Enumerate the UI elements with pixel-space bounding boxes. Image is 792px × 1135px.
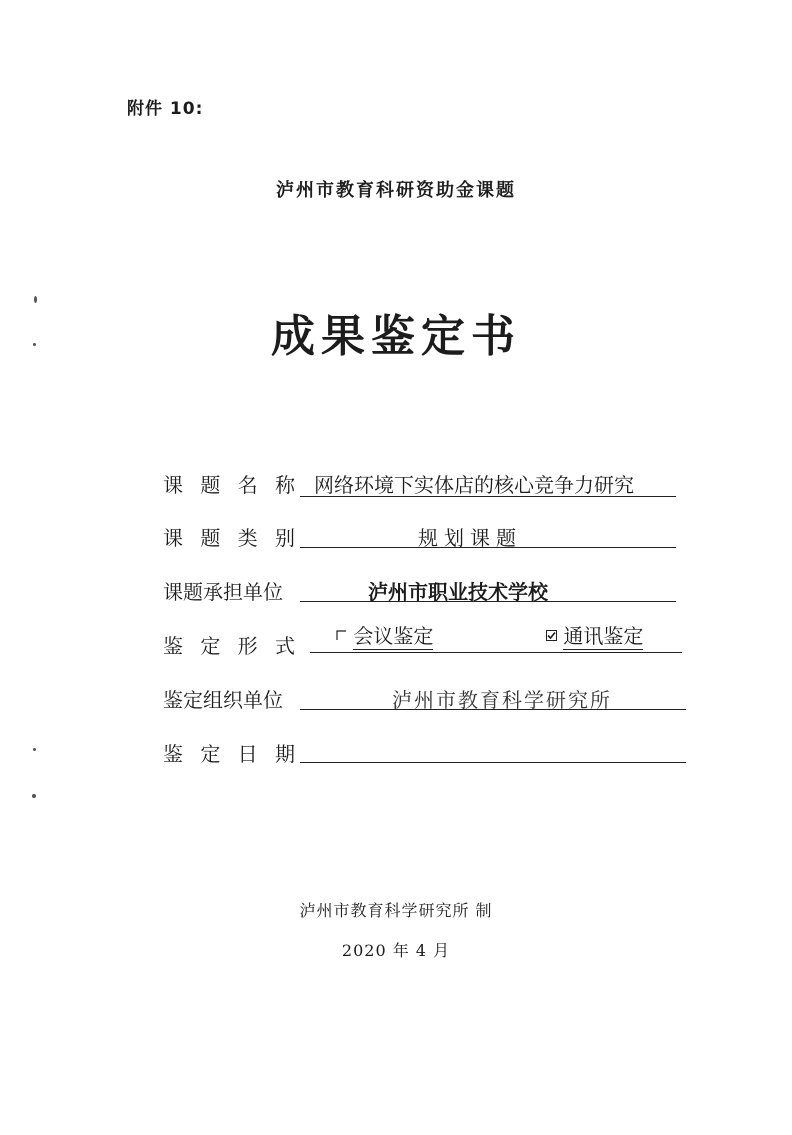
meeting-option-label: 会议鉴定 [353, 624, 434, 648]
topic-name-value: 网络环境下实体店的核心竞争力研究 [314, 473, 634, 497]
checked-checkbox-icon [546, 630, 557, 641]
scan-speck [33, 343, 36, 346]
footer-org: 泸州市教育科学研究所 制 [299, 901, 493, 920]
correspondence-option [546, 620, 643, 649]
topic-category-label: 课 题 类 别 [163, 526, 295, 550]
appraisal-form-label: 鉴 定 形 式 [163, 634, 295, 658]
scan-speck [33, 748, 36, 751]
undertaking-unit-label: 课题承担单位 [163, 580, 283, 604]
fund-title: 泸州市教育科研资助金课题 [276, 180, 516, 201]
scan-speck [32, 794, 36, 798]
meeting-checkbox-icon [336, 630, 347, 641]
footer-date: 2020 年 4 月 [341, 941, 451, 960]
undertaking-unit-value: 泸州市职业技术学校 [368, 580, 548, 604]
appraisal-date-label: 鉴 定 日 期 [163, 742, 295, 766]
appraisal-date-underline [300, 762, 686, 763]
organizing-unit-underline [300, 709, 686, 710]
organizing-unit-label: 鉴定组织单位 [163, 688, 283, 712]
correspondence-option-label: 通讯鉴定 [563, 624, 644, 648]
main-title: 成果鉴定书 [271, 311, 521, 362]
meeting-option [336, 620, 433, 649]
undertaking-unit-underline [300, 601, 676, 602]
topic-category-underline [300, 547, 676, 548]
organizing-unit-value: 泸州市教育科学研究所 [392, 688, 612, 712]
topic-name-underline [300, 496, 676, 497]
topic-name-label: 课 题 名 称 [163, 473, 295, 497]
scan-speck [34, 296, 37, 303]
topic-category-value: 规划课题 [418, 526, 522, 550]
appraisal-form-underline [310, 652, 682, 653]
attachment-label: 附件 10: [127, 99, 204, 119]
